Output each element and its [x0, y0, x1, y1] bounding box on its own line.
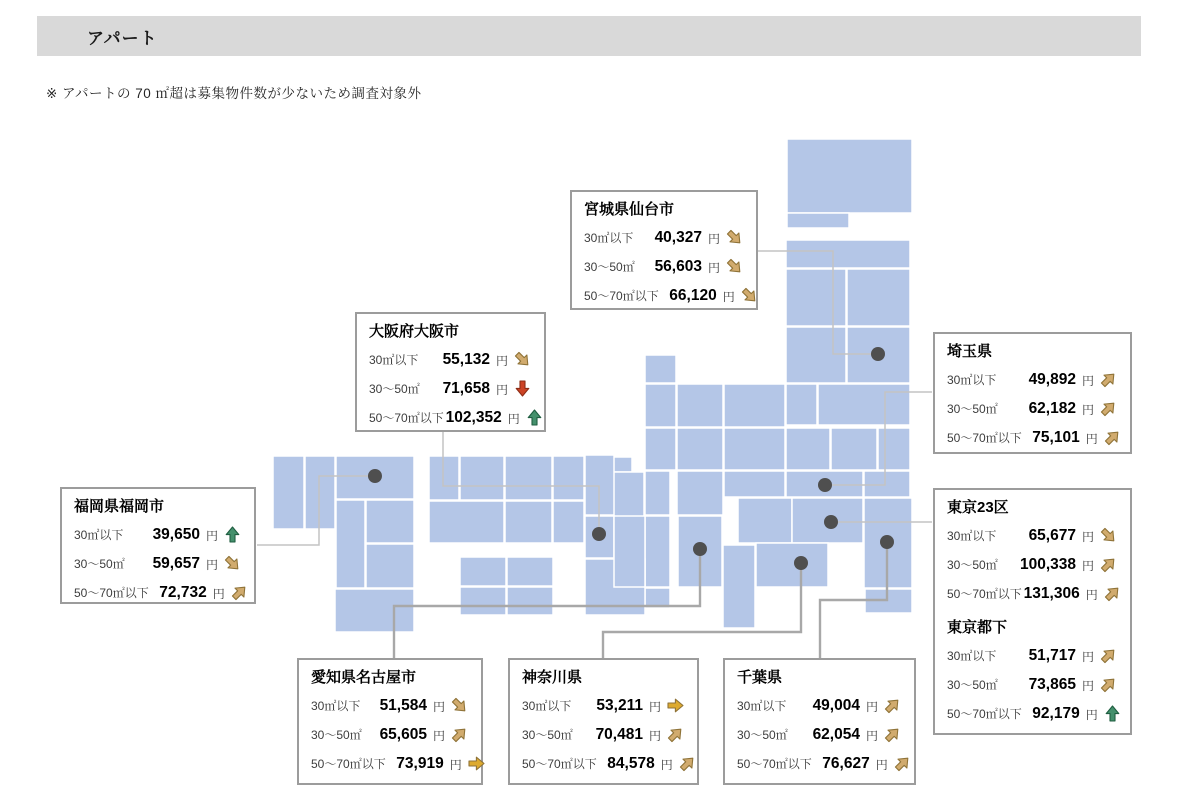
yen-unit: 円: [660, 758, 673, 772]
map-tile: [787, 213, 849, 228]
size-label: 50〜70㎡以下: [522, 757, 597, 771]
data-row: [522, 691, 685, 720]
size-label: 30㎡以下: [737, 699, 787, 713]
rent-value: 65,677: [1028, 526, 1076, 544]
data-row: [584, 281, 744, 310]
yen-unit: 円: [648, 700, 661, 714]
box-title: 埼玉県: [947, 343, 993, 360]
trend-down-right-icon: [513, 350, 532, 369]
data-row: [947, 394, 1118, 423]
map-tile: [553, 456, 584, 500]
data-row: [947, 670, 1118, 699]
yen-unit: 円: [212, 587, 225, 601]
size-label: 50〜70㎡以下: [947, 587, 1022, 601]
yen-unit: 円: [1081, 679, 1094, 693]
map-tile: [273, 456, 304, 529]
city-dot-fukuoka: [368, 469, 382, 483]
size-label: 30〜50㎡: [737, 728, 788, 742]
rent-value: 65,605: [379, 725, 427, 743]
info-box-sendai: [570, 190, 758, 310]
yen-unit: 円: [449, 758, 462, 772]
size-label: 30㎡以下: [947, 373, 997, 387]
info-box-saitama: [933, 332, 1132, 454]
map-tile: [553, 501, 584, 543]
data-row: [311, 749, 469, 778]
size-label: 30〜50㎡: [311, 728, 362, 742]
size-label: 50〜70㎡以下: [737, 757, 812, 771]
data-row: [369, 374, 532, 403]
rent-value: 62,182: [1028, 399, 1076, 417]
yen-unit: 円: [1081, 403, 1094, 417]
size-label: 50〜70㎡以下: [947, 707, 1022, 721]
rent-value: 66,120: [669, 286, 717, 304]
city-dot-tokyo: [824, 515, 838, 529]
trend-up-right-icon: [1099, 555, 1118, 574]
yen-unit: 円: [1085, 708, 1098, 722]
trend-down-right-icon: [1099, 526, 1118, 545]
trend-up-right-icon: [678, 754, 697, 773]
yen-unit: 円: [865, 700, 878, 714]
map-tile: [787, 139, 912, 213]
map-tile: [645, 428, 676, 470]
yen-unit: 円: [1085, 432, 1098, 446]
size-label: 30〜50㎡: [947, 678, 998, 692]
yen-unit: 円: [1081, 650, 1094, 664]
yen-unit: 円: [1085, 588, 1098, 602]
data-row: [584, 223, 744, 252]
trend-down-right-icon: [725, 228, 744, 247]
map-tile: [818, 384, 910, 425]
yen-unit: 円: [648, 729, 661, 743]
map-tile: [460, 587, 506, 615]
map-tile: [724, 471, 785, 497]
info-box-tokyo23-section: [947, 497, 1118, 608]
map-tile: [786, 327, 846, 383]
rent-value: 49,892: [1028, 370, 1076, 388]
size-label: 30〜50㎡: [369, 382, 420, 396]
page-title: アパート: [87, 28, 158, 48]
city-dot-saitama: [818, 478, 832, 492]
rent-value: 51,584: [379, 696, 427, 714]
box-title: 福岡県福岡市: [74, 498, 165, 515]
data-row: [737, 691, 902, 720]
rent-value: 49,004: [812, 696, 860, 714]
data-row: [947, 365, 1118, 394]
rent-value: 62,054: [812, 725, 860, 743]
size-label: 30〜50㎡: [74, 557, 125, 571]
box-title: 千葉県: [737, 669, 783, 686]
size-label: 50〜70㎡以下: [311, 757, 386, 771]
trend-up-icon: [1103, 704, 1122, 723]
box-title: 東京23区: [947, 499, 1009, 516]
city-dot-kanagawa: [794, 556, 808, 570]
rent-value: 100,338: [1019, 555, 1076, 573]
map-tile: [878, 428, 910, 470]
footnote: ※ アパートの 70 ㎡超は募集物件数が少ないため調査対象外: [46, 86, 422, 101]
map-tile: [507, 587, 553, 615]
trend-up-right-icon: [1103, 428, 1122, 447]
map-tile: [677, 428, 723, 470]
yen-unit: 円: [495, 354, 508, 368]
trend-up-right-icon: [1099, 675, 1118, 694]
map-tile: [847, 269, 910, 326]
size-label: 30〜50㎡: [947, 558, 998, 572]
map-tile: [738, 498, 792, 543]
size-label: 30〜50㎡: [947, 402, 998, 416]
rent-value: 72,732: [159, 583, 207, 601]
rent-value: 84,578: [607, 754, 655, 772]
trend-down-right-icon: [223, 554, 242, 573]
yen-unit: 円: [722, 290, 735, 304]
trend-up-right-icon: [1099, 370, 1118, 389]
map-tile: [335, 589, 414, 632]
rent-value: 73,865: [1028, 675, 1076, 693]
data-row: [311, 691, 469, 720]
rent-value: 76,627: [822, 754, 870, 772]
rent-value: 51,717: [1028, 646, 1076, 664]
data-row: [737, 720, 902, 749]
rent-value: 39,650: [152, 525, 200, 543]
map-tile: [305, 456, 335, 529]
map-tile: [505, 456, 552, 500]
map-tile: [724, 428, 785, 470]
info-box-tokyo: [933, 488, 1132, 735]
map-tile: [336, 500, 365, 588]
trend-up-right-icon: [1099, 399, 1118, 418]
map-tile: [786, 384, 817, 425]
size-label: 30㎡以下: [947, 649, 997, 663]
info-box-chiba: [723, 658, 916, 785]
data-row: [947, 550, 1118, 579]
trend-up-icon: [223, 525, 242, 544]
trend-down-right-icon: [725, 257, 744, 276]
yen-unit: 円: [1081, 530, 1094, 544]
trend-up-right-icon: [883, 725, 902, 744]
map-tile: [366, 500, 414, 543]
rent-value: 56,603: [654, 257, 702, 275]
data-row: [947, 699, 1118, 728]
size-label: 50〜70㎡以下: [584, 289, 659, 303]
yen-unit: 円: [507, 412, 520, 426]
size-label: 30㎡以下: [584, 231, 634, 245]
yen-unit: 円: [707, 232, 720, 246]
size-label: 30㎡以下: [74, 528, 124, 542]
data-row: [311, 720, 469, 749]
rent-value: 53,211: [596, 696, 643, 714]
data-row: [947, 641, 1118, 670]
trend-right-icon: [666, 696, 685, 715]
rent-value: 92,179: [1032, 704, 1080, 722]
trend-up-right-icon: [230, 583, 249, 602]
trend-up-right-icon: [1103, 584, 1122, 603]
rent-value: 55,132: [442, 350, 490, 368]
map-tile: [429, 501, 504, 543]
map-tile: [645, 471, 670, 515]
box-title: 大阪府大阪市: [369, 323, 460, 340]
map-tile: [645, 355, 676, 383]
size-label: 30㎡以下: [369, 353, 419, 367]
data-row: [947, 579, 1118, 608]
data-row: [947, 423, 1118, 452]
size-label: 30㎡以下: [522, 699, 572, 713]
map-tile: [677, 384, 723, 427]
map-tile: [724, 384, 785, 427]
city-dot-osaka: [592, 527, 606, 541]
data-row: [369, 403, 532, 432]
yen-unit: 円: [495, 383, 508, 397]
rent-value: 59,657: [152, 554, 200, 572]
rent-value: 71,658: [442, 379, 490, 397]
map-tile: [645, 516, 670, 587]
data-row: [737, 749, 902, 778]
size-label: 50〜70㎡以下: [74, 586, 149, 600]
trend-up-right-icon: [450, 725, 469, 744]
rent-value: 102,352: [445, 408, 502, 426]
data-row: [947, 521, 1118, 550]
data-row: [522, 720, 685, 749]
trend-up-icon: [525, 408, 544, 427]
map-tile: [677, 471, 723, 515]
data-row: [369, 345, 532, 374]
size-label: 30㎡以下: [947, 529, 997, 543]
info-box-fukuoka: [60, 487, 256, 604]
size-label: 50〜70㎡以下: [369, 411, 444, 425]
box-title: 東京都下: [947, 619, 1008, 636]
trend-up-right-icon: [666, 725, 685, 744]
yen-unit: 円: [1081, 374, 1094, 388]
city-dot-sendai: [871, 347, 885, 361]
rent-value: 75,101: [1032, 428, 1080, 446]
city-dot-nagoya: [693, 542, 707, 556]
box-title: 宮城県仙台市: [584, 201, 675, 218]
map-tile: [864, 471, 910, 497]
map-tile: [723, 545, 755, 628]
yen-unit: 円: [707, 261, 720, 275]
trend-down-icon: [513, 379, 532, 398]
map-tile: [756, 543, 828, 587]
size-label: 30㎡以下: [311, 699, 361, 713]
trend-right-icon: [467, 754, 486, 773]
rent-value: 40,327: [654, 228, 702, 246]
size-label: 50〜70㎡以下: [947, 431, 1022, 445]
city-dot-chiba: [880, 535, 894, 549]
trend-up-right-icon: [1099, 646, 1118, 665]
yen-unit: 円: [205, 558, 218, 572]
trend-down-right-icon: [450, 696, 469, 715]
yen-unit: 円: [865, 729, 878, 743]
map-tile: [429, 456, 459, 500]
map-tile: [460, 557, 506, 586]
map-tile: [645, 384, 676, 427]
map-tile: [366, 544, 414, 588]
data-row: [584, 252, 744, 281]
data-row: [74, 549, 242, 578]
map-tile: [831, 428, 877, 470]
data-row: [522, 749, 685, 778]
rent-value: 131,306: [1023, 584, 1080, 602]
map-tile: [505, 501, 552, 543]
yen-unit: 円: [205, 529, 218, 543]
yen-unit: 円: [432, 729, 445, 743]
rent-value: 70,481: [595, 725, 643, 743]
info-box-kanagawa: [508, 658, 699, 785]
size-label: 30〜50㎡: [584, 260, 635, 274]
info-box-osaka: [355, 312, 546, 432]
map-tile: [460, 456, 504, 500]
map-tile: [786, 428, 830, 470]
trend-up-right-icon: [883, 696, 902, 715]
map-tile: [507, 557, 553, 586]
trend-up-right-icon: [893, 754, 912, 773]
data-row: [74, 520, 242, 549]
yen-unit: 円: [432, 700, 445, 714]
yen-unit: 円: [875, 758, 888, 772]
info-box-nagoya: [297, 658, 483, 785]
trend-down-right-icon: [740, 286, 759, 305]
data-row: [74, 578, 242, 607]
yen-unit: 円: [1081, 559, 1094, 573]
box-title: 愛知県名古屋市: [311, 669, 417, 686]
map-tile: [786, 240, 910, 268]
box-title: 神奈川県: [522, 669, 583, 686]
map-tile: [786, 269, 846, 326]
info-box-tokyoto-section: [947, 617, 1118, 728]
map-tile: [614, 516, 645, 587]
size-label: 30〜50㎡: [522, 728, 573, 742]
rent-value: 73,919: [396, 754, 444, 772]
